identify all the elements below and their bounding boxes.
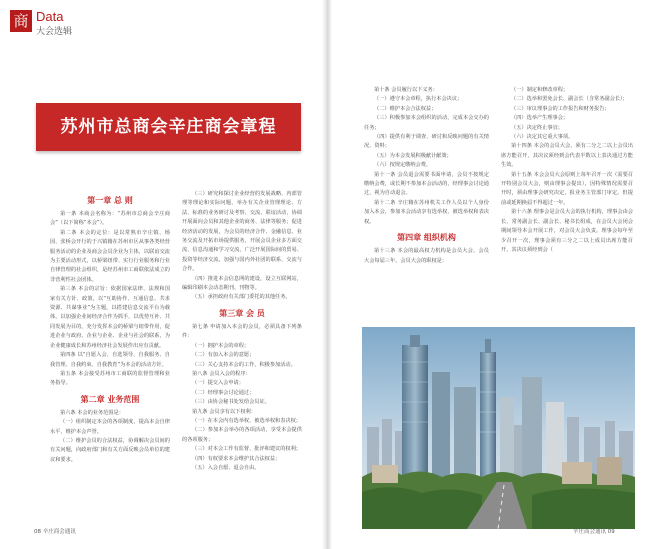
article-paragraph: （三）关心支持本会的工作，积极参加活动。 <box>192 361 296 368</box>
page-title: 苏州市总商会辛庄商会章程 <box>60 117 277 137</box>
article-paragraph: （二）选举和罢免会长、副会长（含常务副会长）； <box>511 96 628 103</box>
city-photo <box>362 327 635 529</box>
article-paragraph: 第二条 本会的定位：是以常熟市辛庄镇、杨园、张桥会开行的于兴镇籍在苏州市区从事各类经营服务活动的企业及商会会员企业为主体，以联谊交流为主要活动形式，以桥梁纽带、实行行业服务和行业自律管理的社会组织，是经苏州市工商联依法成立的非营利性社会团体。 <box>50 229 170 283</box>
column-1 <box>50 190 170 465</box>
article-paragraph: 第八条 会员入会的程序： <box>192 370 251 377</box>
article-paragraph: 第四条 以“自愿入会、自选领导、自我服务、自我管理、自我约束、自我教育”为本会的活动方针。 <box>50 352 170 368</box>
article-paragraph: 第七条 申请加入本会的会员，必须具备下列条件： <box>182 323 302 340</box>
article-paragraph: （六）决定其它重大事项。 <box>511 134 574 141</box>
article-paragraph: （一）制定和修改章程； <box>511 87 569 93</box>
article-paragraph: 第十三条 本会的最高权力机构是会员大会。会员大会每届三年。会员大会的职权是： <box>364 248 489 264</box>
article-paragraph: （一）遵守本会章程，执行本会决议； <box>374 96 463 103</box>
footer-right: 辛庄商会通讯 09 <box>573 529 615 535</box>
article-paragraph: 第三条 本会的宗旨：依据国家法律、法规和国家有关方针、政策，以“互助协作、互通信息、共求资源、共谋事业”为主题，以搭建信息交流平台为载体，以加强企业间经济合作为抓手，以优势互补、共同发展为目的，充分发挥本会的桥梁与纽带作用，促进企业与政府、企业与企业、企业与社会的联系，为企业健康成长和苏州经济社会发展作出应有贡献。 <box>50 286 170 349</box>
article-paragraph: 第六条 本会的业务范围是： <box>60 409 124 416</box>
chapter-heading: 第一章 总 则 <box>87 196 133 205</box>
article-paragraph: （五）承担政府有关部门委托的其他任务。 <box>192 294 291 301</box>
article-paragraph: （二）有加入本会的意愿； <box>192 352 255 359</box>
article-paragraph: （三）审议理事会的工作报告和财务报告； <box>511 105 610 112</box>
article-paragraph: 第一条 本商会名称为：“苏州市总商会辛庄商会”（以下简称“本会”）。 <box>50 211 170 227</box>
chapter-heading: 第四章 组织机构 <box>397 233 456 243</box>
article-paragraph: （三）积极参加本会组织的活动，完成本会交办的任务； <box>364 115 489 131</box>
article-paragraph: （一）在本会内有选举权、被选举权和表决权； <box>192 417 301 424</box>
article-paragraph: （四）推进本会信息网的建设，设立互联网站，编辑印刷本会动态期刊、刊物等。 <box>182 275 302 292</box>
article-paragraph: （五）入会自愿、退会自由。 <box>192 464 260 471</box>
chapter-heading: 第二章 业务范围 <box>80 394 140 404</box>
article-paragraph: （五）为本会发展积极献计献策； <box>374 152 452 159</box>
title-banner <box>36 103 301 151</box>
article-paragraph: （一）提交入会申请； <box>192 380 244 387</box>
article-paragraph: （一）拥护本会的章程； <box>192 342 250 349</box>
article-paragraph: （五）决定终止事宜； <box>511 124 563 131</box>
article-paragraph: 第十一条 会员退会需要书面申请，会员不按规定缴纳会费，或长期不参加本会活动的，经理事会讨论通过，视为自动退会。 <box>364 171 489 197</box>
article-paragraph: （四）有权要求本会维护其合法权益； <box>192 455 281 462</box>
article-paragraph: 第十五条 本会会员大会原则上每年召开一次（需要召开特别会员大会，则由理事会提出），因特殊情况需要召开时，须由理事会研究决定，报业务主管部门审定。但提前或延期换届不得超过一年。 <box>501 171 633 206</box>
article-paragraph: （一）组织制定本会的各项制度，提高本会自律水平，维护本会声誉。 <box>50 419 170 435</box>
chapter-heading: 第三章 会 员 <box>219 308 265 318</box>
column-3 <box>364 86 489 266</box>
section-chinese-title: 大会选辑 <box>36 27 73 37</box>
article-paragraph: 第十条 会员履行以下义务： <box>374 87 438 93</box>
article-paragraph: 第十四条 本会的会员大会，须有二分之二以上会员出席方能召开，其决议须经到会代表半数以上表决通过方能生效。 <box>501 143 633 169</box>
article-paragraph: （四）选举产生理事会； <box>511 115 569 122</box>
article-paragraph: 第五条 本会接受苏州市工商联的监督管理和业务指导。 <box>50 370 170 387</box>
article-paragraph: （三）研究和探讨企业经营的发展战略、内部管理等理论和实际问题，举办有关企业管理理论、方法、标准的业务研讨及考察、交流、联谊活动，协调开展面向会员和其他企业的商务、法律等服务；促进经济活动的发展，为会员的经济合作、金融信息、业务交流及开拓市场提供服务，开展会员企业多方面交流、信息沟通和学习交流，广泛开展国际间的贸易、投资等经济交流，加强与国内外社团的联系、交流与合作。 <box>182 191 302 273</box>
article-paragraph: （二）经理事会讨论通过； <box>192 389 255 396</box>
article-paragraph: （四）提供有利于调查、研讨和反映问题的有关情况、资料； <box>364 134 489 150</box>
page-fold <box>322 0 332 549</box>
footer-left: 08 辛庄商会通讯 <box>34 529 76 535</box>
article-paragraph: 第九条 会员享有以下权利： <box>192 408 256 415</box>
article-paragraph: （三）对本会工作有监督、批评和建议的权利； <box>192 446 301 453</box>
section-english-title: Data <box>36 9 64 24</box>
article-paragraph: （六）按规定缴纳会费。 <box>374 162 432 169</box>
section-logo: 商 <box>10 10 32 32</box>
column-4 <box>501 86 633 255</box>
article-paragraph: 第十六条 理事会是会员大会的执行机构，理事会由会长、常务副会长、副会长、秘书长组成，在会员大会闭会期间领导本会开展工作，对会员大会负责。理事会每年至少召开一次，理事会须有三分之二以上成员出席方能召开，其决议须经到会（ <box>501 209 633 253</box>
article-paragraph: （二）维护本会合法权益； <box>374 105 437 112</box>
article-paragraph: （二）维护会员的合法权益，协调解决会员间的有关问题，向政府部门和有关方面反映会员单位的建议和要求。 <box>50 437 170 463</box>
article-paragraph: （二）参加本会举办的各项活动，享受本会提供的各项服务； <box>182 427 302 443</box>
column-2 <box>182 190 302 473</box>
article-paragraph: 第十二条 辛庄籍在苏州机关工作人员以个人身份加入本会，参加本会活动享有选举权、被选举权和表决权。 <box>364 199 489 225</box>
article-paragraph: （三）由协会秘书处发给会员证。 <box>192 399 270 406</box>
